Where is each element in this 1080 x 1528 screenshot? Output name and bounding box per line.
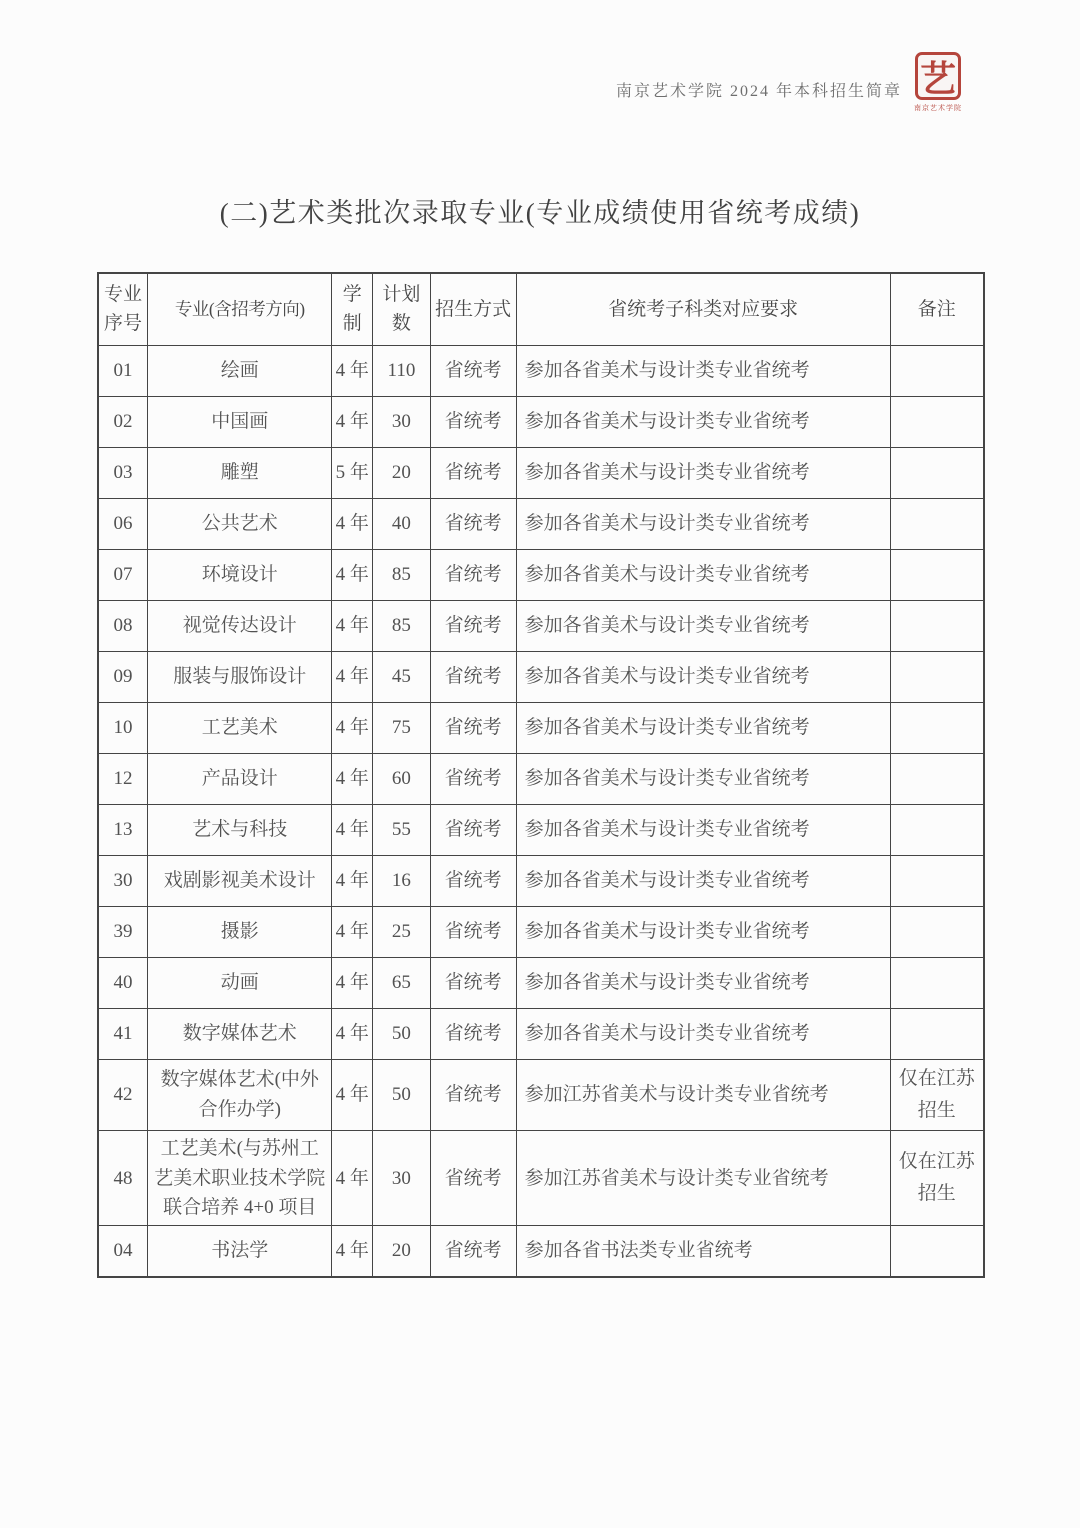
- cell-admission-method: 省统考: [430, 1008, 516, 1059]
- university-seal: [914, 52, 962, 113]
- cell-admission-method: 省统考: [430, 702, 516, 753]
- table-row: [98, 957, 984, 1008]
- cell-requirement: 参加各省美术与设计类专业省统考: [516, 600, 890, 651]
- cell-major-name: 视觉传达设计: [148, 600, 332, 651]
- cell-remark: [890, 753, 984, 804]
- university-seal-icon: [915, 52, 961, 100]
- table-row: [98, 1059, 984, 1131]
- cell-requirement: 参加江苏省美术与设计类专业省统考: [516, 1059, 890, 1131]
- cell-major-no: 39: [98, 906, 148, 957]
- cell-admission-method: 省统考: [430, 906, 516, 957]
- cell-remark: [890, 804, 984, 855]
- cell-remark: [890, 600, 984, 651]
- cell-admission-method: 省统考: [430, 1131, 516, 1226]
- cell-remark: [890, 498, 984, 549]
- column-header-duration: 学制: [332, 273, 373, 345]
- cell-major-name: 摄影: [148, 906, 332, 957]
- cell-requirement: 参加各省美术与设计类专业省统考: [516, 855, 890, 906]
- cell-requirement: 参加各省美术与设计类专业省统考: [516, 957, 890, 1008]
- cell-requirement: 参加各省美术与设计类专业省统考: [516, 651, 890, 702]
- cell-remark: [890, 957, 984, 1008]
- table-row: [98, 855, 984, 906]
- cell-major-no: 30: [98, 855, 148, 906]
- cell-major-name: 环境设计: [148, 549, 332, 600]
- cell-major-name: 工艺美术(与苏州工艺美术职业技术学院联合培养 4+0 项目: [148, 1131, 332, 1226]
- cell-admission-method: 省统考: [430, 396, 516, 447]
- cell-admission-method: 省统考: [430, 549, 516, 600]
- cell-major-no: 03: [98, 447, 148, 498]
- cell-plan-count: 85: [373, 549, 431, 600]
- cell-admission-method: 省统考: [430, 600, 516, 651]
- cell-remark: [890, 396, 984, 447]
- cell-major-name: 雕塑: [148, 447, 332, 498]
- cell-admission-method: 省统考: [430, 498, 516, 549]
- cell-requirement: 参加各省美术与设计类专业省统考: [516, 396, 890, 447]
- table-row: [98, 498, 984, 549]
- cell-remark: [890, 447, 984, 498]
- cell-major-no: 10: [98, 702, 148, 753]
- column-header-major-name: 专业(含招考方向): [148, 273, 332, 345]
- table-row: [98, 549, 984, 600]
- cell-plan-count: 85: [373, 600, 431, 651]
- table-row: [98, 702, 984, 753]
- table-row: [98, 1226, 984, 1277]
- table-row: [98, 1131, 984, 1226]
- cell-major-no: 40: [98, 957, 148, 1008]
- cell-major-no: 04: [98, 1226, 148, 1277]
- cell-major-name: 戏剧影视美术设计: [148, 855, 332, 906]
- table-row: [98, 1008, 984, 1059]
- cell-remark: 仅在江苏招生: [890, 1131, 984, 1226]
- cell-duration: 4 年: [332, 1008, 373, 1059]
- table-row: [98, 600, 984, 651]
- cell-major-name: 艺术与科技: [148, 804, 332, 855]
- table-header-row: [98, 273, 984, 345]
- cell-duration: 4 年: [332, 753, 373, 804]
- cell-major-name: 公共艺术: [148, 498, 332, 549]
- cell-requirement: 参加各省美术与设计类专业省统考: [516, 549, 890, 600]
- cell-major-no: 09: [98, 651, 148, 702]
- cell-duration: 4 年: [332, 1059, 373, 1131]
- cell-admission-method: 省统考: [430, 1226, 516, 1277]
- cell-plan-count: 40: [373, 498, 431, 549]
- cell-plan-count: 50: [373, 1059, 431, 1131]
- cell-duration: 4 年: [332, 957, 373, 1008]
- cell-remark: [890, 906, 984, 957]
- column-header-remark: 备注: [890, 273, 984, 345]
- cell-major-name: 产品设计: [148, 753, 332, 804]
- table-body: [98, 345, 984, 1277]
- cell-remark: [890, 702, 984, 753]
- cell-duration: 4 年: [332, 906, 373, 957]
- cell-major-no: 13: [98, 804, 148, 855]
- column-header-major-no: 专业序号: [98, 273, 148, 345]
- cell-major-name: 数字媒体艺术(中外合作办学): [148, 1059, 332, 1131]
- table-row: [98, 396, 984, 447]
- cell-duration: 5 年: [332, 447, 373, 498]
- cell-major-no: 06: [98, 498, 148, 549]
- section-title: (二)艺术类批次录取专业(专业成绩使用省统考成绩): [219, 198, 861, 228]
- cell-plan-count: 60: [373, 753, 431, 804]
- cell-plan-count: 30: [373, 396, 431, 447]
- cell-requirement: 参加各省美术与设计类专业省统考: [516, 804, 890, 855]
- running-header-text: 南京艺术学院 2024 年本科招生简章: [615, 83, 902, 100]
- cell-admission-method: 省统考: [430, 345, 516, 396]
- cell-requirement: 参加各省书法类专业省统考: [516, 1226, 890, 1277]
- column-header-admission-method: 招生方式: [430, 273, 516, 345]
- cell-duration: 4 年: [332, 396, 373, 447]
- seal-caption: 南京艺术学院: [914, 104, 962, 112]
- cell-duration: 4 年: [332, 600, 373, 651]
- cell-admission-method: 省统考: [430, 804, 516, 855]
- cell-major-name: 中国画: [148, 396, 332, 447]
- cell-admission-method: 省统考: [430, 753, 516, 804]
- cell-remark: [890, 651, 984, 702]
- cell-admission-method: 省统考: [430, 855, 516, 906]
- cell-duration: 4 年: [332, 1226, 373, 1277]
- cell-major-no: 42: [98, 1059, 148, 1131]
- cell-requirement: 参加各省美术与设计类专业省统考: [516, 702, 890, 753]
- table-row: [98, 345, 984, 396]
- cell-requirement: 参加各省美术与设计类专业省统考: [516, 1008, 890, 1059]
- cell-plan-count: 75: [373, 702, 431, 753]
- column-header-requirement: 省统考子科类对应要求: [516, 273, 890, 345]
- page-header: [0, 0, 1080, 113]
- cell-admission-method: 省统考: [430, 651, 516, 702]
- cell-remark: [890, 855, 984, 906]
- cell-plan-count: 50: [373, 1008, 431, 1059]
- cell-plan-count: 45: [373, 651, 431, 702]
- cell-major-no: 12: [98, 753, 148, 804]
- cell-remark: [890, 1008, 984, 1059]
- cell-requirement: 参加各省美术与设计类专业省统考: [516, 906, 890, 957]
- cell-major-name: 工艺美术: [148, 702, 332, 753]
- cell-duration: 4 年: [332, 1131, 373, 1226]
- cell-duration: 4 年: [332, 498, 373, 549]
- cell-plan-count: 30: [373, 1131, 431, 1226]
- cell-major-no: 41: [98, 1008, 148, 1059]
- cell-remark: 仅在江苏招生: [890, 1059, 984, 1131]
- cell-duration: 4 年: [332, 651, 373, 702]
- table-row: [98, 651, 984, 702]
- cell-admission-method: 省统考: [430, 1059, 516, 1131]
- cell-plan-count: 25: [373, 906, 431, 957]
- cell-duration: 4 年: [332, 549, 373, 600]
- cell-major-name: 动画: [148, 957, 332, 1008]
- cell-major-name: 数字媒体艺术: [148, 1008, 332, 1059]
- column-header-plan-count: 计划数: [373, 273, 431, 345]
- cell-requirement: 参加各省美术与设计类专业省统考: [516, 345, 890, 396]
- cell-major-no: 02: [98, 396, 148, 447]
- cell-major-no: 01: [98, 345, 148, 396]
- cell-requirement: 参加江苏省美术与设计类专业省统考: [516, 1131, 890, 1226]
- cell-plan-count: 20: [373, 447, 431, 498]
- cell-duration: 4 年: [332, 804, 373, 855]
- cell-remark: [890, 1226, 984, 1277]
- table-row: [98, 906, 984, 957]
- table-row: [98, 804, 984, 855]
- cell-plan-count: 20: [373, 1226, 431, 1277]
- cell-requirement: 参加各省美术与设计类专业省统考: [516, 447, 890, 498]
- cell-duration: 4 年: [332, 702, 373, 753]
- admissions-table: [97, 272, 985, 1278]
- cell-major-name: 书法学: [148, 1226, 332, 1277]
- cell-major-name: 服装与服饰设计: [148, 651, 332, 702]
- table-row: [98, 753, 984, 804]
- cell-major-name: 绘画: [148, 345, 332, 396]
- cell-remark: [890, 345, 984, 396]
- cell-plan-count: 65: [373, 957, 431, 1008]
- cell-admission-method: 省统考: [430, 957, 516, 1008]
- cell-duration: 4 年: [332, 855, 373, 906]
- cell-major-no: 48: [98, 1131, 148, 1226]
- table-row: [98, 447, 984, 498]
- cell-requirement: 参加各省美术与设计类专业省统考: [516, 753, 890, 804]
- cell-remark: [890, 549, 984, 600]
- cell-duration: 4 年: [332, 345, 373, 396]
- cell-plan-count: 110: [373, 345, 431, 396]
- cell-major-no: 08: [98, 600, 148, 651]
- cell-major-no: 07: [98, 549, 148, 600]
- cell-plan-count: 16: [373, 855, 431, 906]
- seal-glyph: 艺: [919, 58, 956, 99]
- cell-admission-method: 省统考: [430, 447, 516, 498]
- cell-requirement: 参加各省美术与设计类专业省统考: [516, 498, 890, 549]
- table-header: [98, 273, 984, 345]
- cell-plan-count: 55: [373, 804, 431, 855]
